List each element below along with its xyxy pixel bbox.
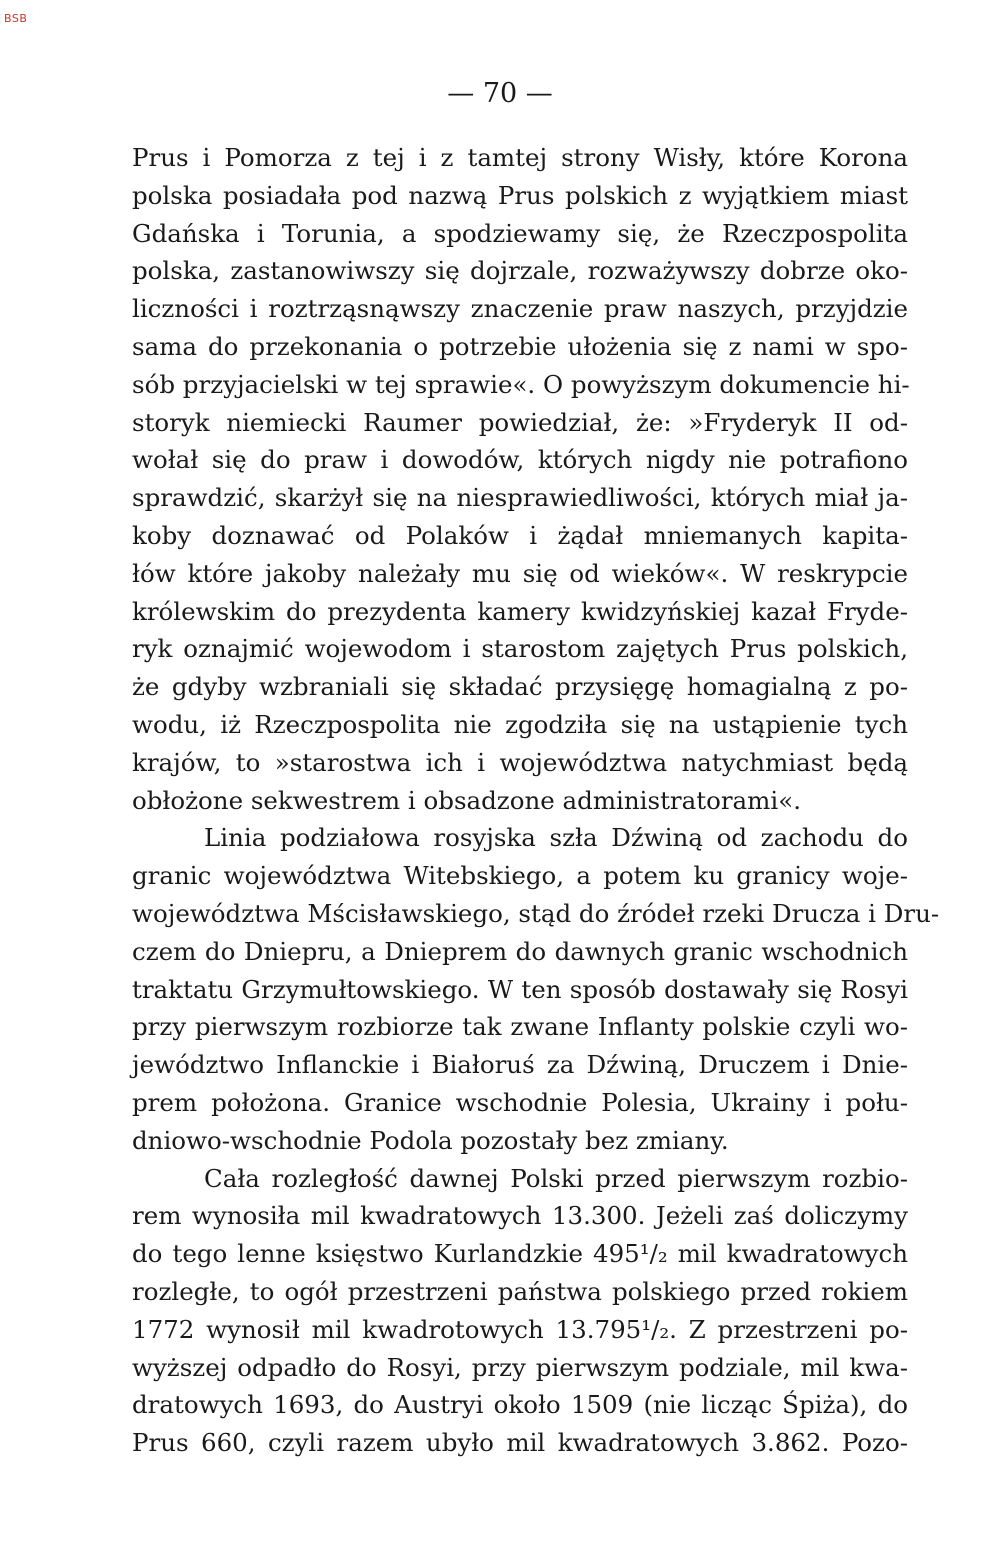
text-line: rozległe, to ogół przestrzeni państwa polskiego przed rokiem	[132, 1276, 908, 1306]
text-line: sób przyjacielski w tej sprawie«. O powyższym dokumencie hi-	[132, 369, 910, 399]
text-line: traktatu Grzymułtowskiego. W ten sposób dostawały się Rosyi	[132, 974, 908, 1004]
text-line: prem położona. Granice wschodnie Polesia, Ukrainy i połu-	[132, 1087, 908, 1117]
text-line: królewskim do prezydenta kamery kwidzyńskiej kazał Fryde-	[132, 596, 908, 626]
text-line: Gdańska i Torunia, a spodziewamy się, że Rzeczpospolita	[132, 218, 908, 248]
text-line: wodu, iż Rzeczpospolita nie zgodziła się na ustąpienie tych	[132, 709, 908, 739]
text-line: granic województwa Witebskiego, a potem ku granicy woje-	[132, 861, 908, 891]
text-line: sprawdzić, skarżył się na niesprawiedliwości, których miał ja-	[132, 483, 908, 513]
text-line: Cała rozległość dawnej Polski przed pierwszym rozbio-	[204, 1163, 908, 1193]
text-line: storyk niemiecki Raumer powiedział, że: »Fryderyk II od-	[132, 407, 908, 437]
text-line: Prus i Pomorza z tej i z tamtej strony Wisły, które Korona	[132, 143, 908, 172]
text-line: dratowych 1693, do Austryi około 1509 (nie licząc Śpiża), do	[132, 1390, 908, 1420]
text-line: liczności i roztrząsnąwszy znaczenie praw naszych, przyjdzie	[132, 294, 908, 324]
text-line: Linia podziałowa rosyjska szła Dźwiną od zachodu do	[204, 823, 908, 853]
text-line: sama do przekonania o potrzebie ułożenia się z nami w spo-	[132, 331, 908, 361]
text-line: polska posiadała pod nazwą Prus polskich z wyjątkiem miast	[132, 180, 908, 210]
text-line: przy pierwszym rozbiorze tak zwane Inflanty polskie czyli wo-	[132, 1012, 908, 1042]
text-line: Prus 660, czyli razem ubyło mil kwadratowych 3.862. Pozo-	[132, 1428, 908, 1458]
text-line: jewództwo Inflanckie i Białoruś za Dźwiną, Druczem i Dnie-	[132, 1050, 908, 1080]
text-line: że gdyby wzbraniali się składać przysięgę homagialną z po-	[132, 672, 908, 702]
text-line: łów które jakoby należały mu się od wieków«. W reskrypcie	[132, 558, 908, 588]
page-number: — 70 —	[447, 78, 553, 109]
text-line: wołał się do praw i dowodów, których nigdy nie potrafiono	[132, 445, 908, 475]
text-line: obłożone sekwestrem i obsadzone administratorami«.	[132, 785, 802, 815]
text-line: 1772 wynosił mil kwadrotowych 13.795¹/₂. Z przestrzeni po-	[132, 1314, 908, 1344]
text-line: do tego lenne księstwo Kurlandzkie 495¹/₂ mil kwadratowych	[132, 1239, 908, 1269]
body-text	[132, 139, 940, 1462]
text-line: województwa Mścisławskiego, stąd do źródeł rzeki Drucza i Dru-	[132, 898, 940, 928]
text-line: wyższej odpadło do Rosyi, przy pierwszym podziale, mil kwa-	[132, 1352, 908, 1382]
text-line: rem wynosiła mil kwadratowych 13.300. Jeżeli zaś doliczymy	[132, 1201, 908, 1231]
text-line: krajów, to »starostwa ich i województwa natychmiast będą	[132, 747, 908, 777]
text-line: polska, zastanowiwszy się dojrzale, rozważywszy dobrze oko-	[132, 256, 908, 286]
text-line: dniowo-wschodnie Podola pozostały bez zmiany.	[132, 1125, 729, 1155]
library-stamp: BSB	[4, 12, 28, 25]
text-line: koby doznawać od Polaków i żądał mniemanych kapita-	[132, 520, 908, 550]
text-line: ryk oznajmić wojewodom i starostom zajętych Prus polskich,	[132, 634, 908, 664]
text-line: czem do Dniepru, a Dnieprem do dawnych granic wschodnich	[132, 936, 908, 966]
